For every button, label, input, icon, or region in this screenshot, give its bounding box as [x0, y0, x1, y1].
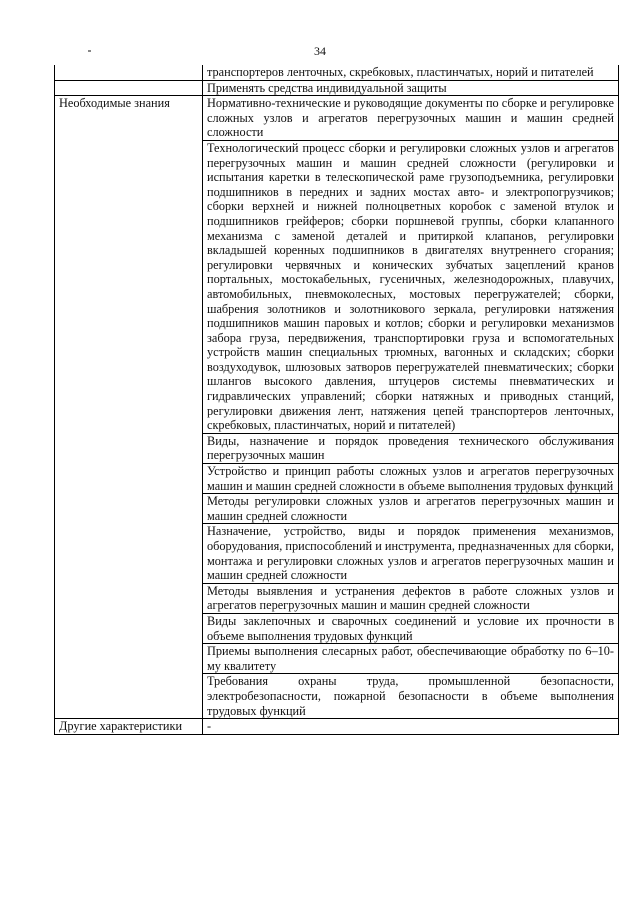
table-row — [55, 96, 619, 141]
knowledge-item: Технологический процесс сборки и регулировки сложных узлов и агрегатов перегрузочных машин и машин средней сложности (регулировки и испытания каретки в телескопической раме грузоподъемника, регулировки подшипников в передних и задних мостах авто- и электропогрузчиков; сборки верхней и нижней полноцветных коробок с заменой втулок и подшипников грейферов; сборки поршневой группы, сборки клапанного механизма с заменой деталей и притиркой клапанов, регулировки вкладышей коренных подшипников в двигателях внутреннего сгорания; регулировки червячных и конических зубчатых зацеплений кранов портальных, мостокабельных, гусеничных, железнодорожных, плавучих, автомобильных, пневмоколесных, мостовых перегружателей; сборки, шабрения золотников и золотникового зеркала, регулировки натяжения подшипников машин паровых и котлов; сборки и регулировки механизмов забора груза, передвижения, транспортировки груза и вспомогательных устройств машин специальных трюмных, вагонных и складских; сборки воздуходувок, шлюзовых затворов перегружателей пневматических; сборки шлангов высокого давления, штуцеров системы пневматических и гидравлических управлений; сборки натяжных и приводных станций, регулировки движения лент, натяжения цепей транспортеров ленточных, скребковых, пластинчатых, норий и питателей) — [203, 140, 619, 433]
skill-cell-continued: транспортеров ленточных, скребковых, пластинчатых, норий и питателей — [203, 65, 619, 80]
other-value: - — [203, 719, 619, 735]
knowledge-item: Виды, назначение и порядок проведения технического обслуживания перегрузочных машин — [203, 433, 619, 463]
skill-cell-protection: Применять средства индивидуальной защиты — [203, 80, 619, 96]
requirements-table — [54, 65, 619, 735]
empty-label-cell — [55, 80, 203, 96]
page-number: 34 — [314, 44, 326, 58]
table-row — [55, 65, 619, 80]
other-label: Другие характеристики — [55, 719, 203, 735]
knowledge-item: Приемы выполнения слесарных работ, обеспечивающие обработку по 6–10-му квалитету — [203, 644, 619, 674]
scan-mark — [88, 50, 91, 52]
knowledge-item: Требования охраны труда, промышленной безопасности, электробезопасности, пожарной безопасности в объеме выполнения трудовых функций — [203, 674, 619, 719]
knowledge-item: Нормативно-технические и руководящие документы по сборке и регулировке сложных узлов и агрегатов перегрузочных машин и машин средней сложности — [203, 96, 619, 141]
knowledge-item: Виды заклепочных и сварочных соединений и условие их прочности в объеме выполнения трудовых функций — [203, 613, 619, 643]
table-row — [55, 80, 619, 96]
knowledge-label: Необходимые знания — [55, 96, 203, 719]
knowledge-item: Методы регулировки сложных узлов и агрегатов перегрузочных машин и машин средней сложности — [203, 494, 619, 524]
knowledge-item: Методы выявления и устранения дефектов в работе сложных узлов и агрегатов перегрузочных машин и машин средней сложности — [203, 583, 619, 613]
knowledge-item: Назначение, устройство, виды и порядок применения механизмов, оборудования, приспособлений и инструмента, предназначенных для сборки, монтажа и регулировки сложных узлов и агрегатов перегрузочных машин и машин средней сложности — [203, 524, 619, 583]
table-row — [55, 719, 619, 735]
knowledge-item: Устройство и принцип работы сложных узлов и агрегатов перегрузочных машин и машин средней сложности в объеме выполнения трудовых функций — [203, 464, 619, 494]
empty-label-cell — [55, 65, 203, 80]
